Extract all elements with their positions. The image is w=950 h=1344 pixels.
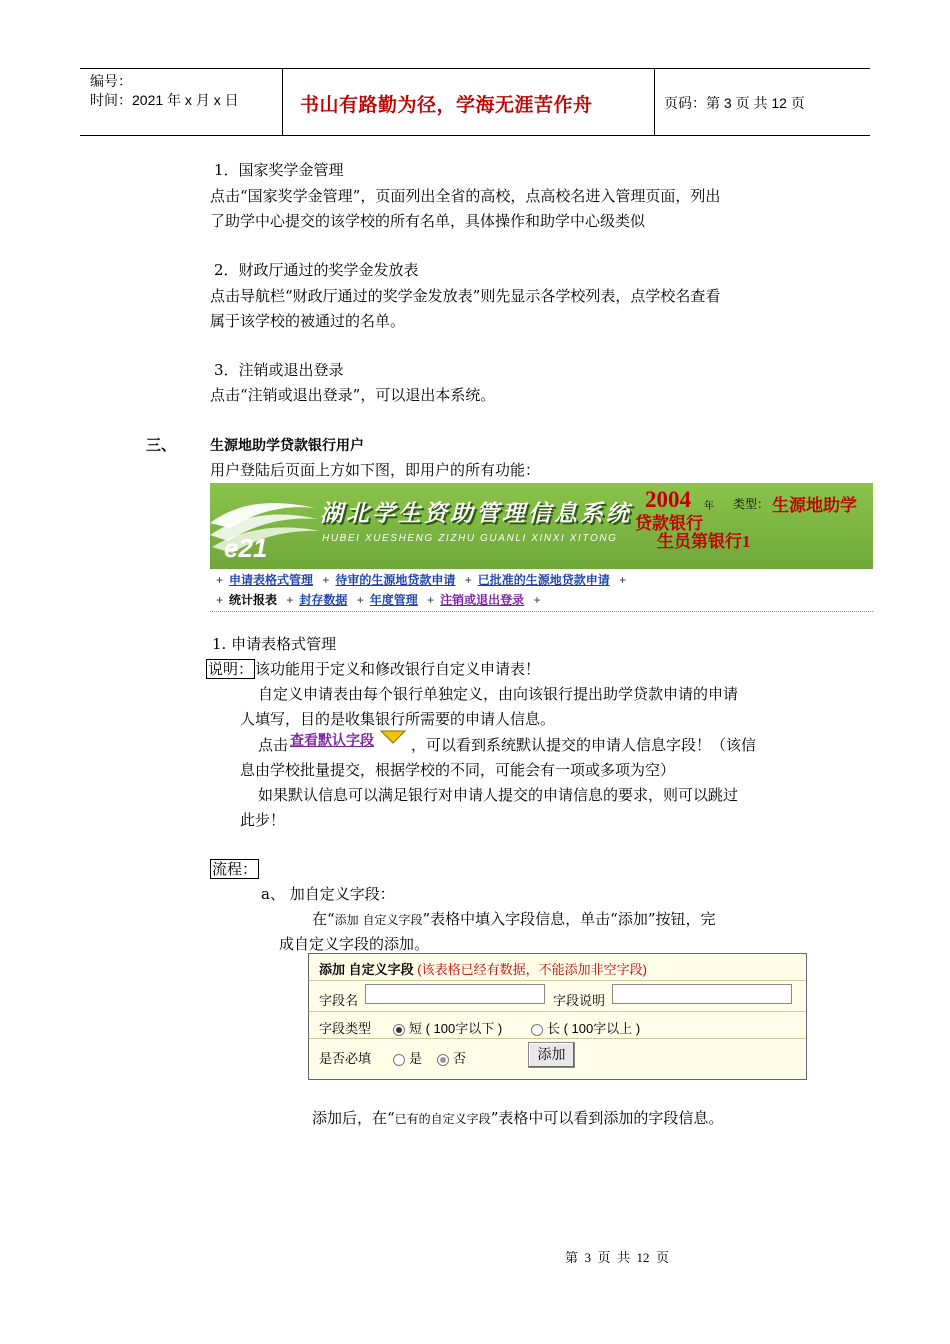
note-line bbox=[206, 657, 540, 682]
para-3-line-2: 此步！ bbox=[240, 811, 286, 829]
add-custom-field-form bbox=[308, 953, 807, 1080]
section-1-line-1: 点击“国家奖学金管理”，页面列出全省的高校，点高校名进入管理页面，列出 bbox=[210, 187, 721, 205]
section-1-title: 1．国家奖学金管理 bbox=[214, 161, 344, 179]
banner-title: 湖北学生资助管理信息系统 bbox=[320, 500, 632, 526]
header-divider-left bbox=[282, 68, 283, 136]
field-type-label: 字段类型 bbox=[319, 1021, 372, 1036]
view-default-fields-label: 查看默认字段 bbox=[290, 732, 374, 748]
subsection-1-title: 1. 申请表格式管理 bbox=[212, 635, 337, 653]
flow-step-a: a、 加自定义字段： bbox=[261, 885, 395, 903]
flow-desc-table-name: 添加 自定义字段 bbox=[334, 913, 423, 927]
banner-year: 2004 bbox=[645, 487, 691, 512]
flow-label-wrap bbox=[210, 857, 259, 882]
banner-title-pinyin: HUBEI XUESHENG ZIZHU GUANLI XINXI XITONG bbox=[322, 533, 618, 544]
field-name-input[interactable] bbox=[365, 984, 545, 1004]
nav-separator: + bbox=[619, 573, 627, 587]
after-add-table-name: 已有的自定义字段 bbox=[394, 1112, 491, 1126]
after-add-prefix: 添加后，在“ bbox=[312, 1109, 395, 1127]
form-heading-note: (该表格已经有数据，不能添加非空字段) bbox=[417, 962, 647, 977]
form-heading-title: 添加 自定义字段 bbox=[319, 962, 414, 977]
flow-desc-suffix: ”表格中填入字段信息，单击“添加”按钮，完 bbox=[422, 910, 716, 928]
section-3-line-1: 点击“注销或退出登录”，可以退出本系统。 bbox=[210, 386, 496, 404]
para-1-line-2: 人填写，目的是收集银行所需要的申请人信息。 bbox=[240, 710, 556, 728]
banner-type-label: 类型： bbox=[733, 497, 770, 511]
banner-type-value: 生源地助学 bbox=[772, 496, 857, 515]
header-bottom-rule bbox=[80, 135, 870, 136]
banner-staff-line: 生员第银行1 bbox=[657, 532, 751, 551]
section-3-title: 3．注销或退出登录 bbox=[214, 361, 344, 379]
nav-separator: + bbox=[216, 573, 224, 587]
para-1-line-1: 自定义申请表由每个银行单独定义，由向该银行提出助学贷款申请的申请 bbox=[258, 685, 739, 703]
flow-label: 流程： bbox=[212, 860, 258, 878]
para-2-line-2: 息由学校批量提交，根据学校的不同，可能会有一项或多项为空） bbox=[240, 761, 676, 779]
nav-link-logout[interactable]: 注销或退出登录 bbox=[440, 593, 525, 607]
after-add-line bbox=[312, 1106, 723, 1132]
flow-desc-line-2: 成自定义字段的添加。 bbox=[279, 935, 430, 953]
footer-page-number: 第 3 页 共 12 页 bbox=[565, 1250, 670, 1265]
header-number: 编号： bbox=[90, 73, 132, 89]
field-desc-input[interactable] bbox=[612, 984, 792, 1004]
section-2-line-2: 属于该学校的被通过的名单。 bbox=[210, 312, 406, 330]
header-divider-right bbox=[654, 68, 655, 136]
radio-short[interactable] bbox=[393, 1024, 405, 1036]
nav-link-form-format[interactable]: 申请表格式管理 bbox=[229, 573, 314, 587]
part-3-title: 生源地助学贷款银行用户 bbox=[210, 437, 364, 453]
form-divider bbox=[309, 1011, 806, 1012]
nav-separator: + bbox=[322, 573, 330, 587]
banner-bank-line: 贷款银行 bbox=[635, 514, 703, 533]
note-text: 该功能用于定义和修改银行自定义申请表！ bbox=[255, 660, 541, 678]
field-name-label: 字段名 bbox=[319, 993, 359, 1008]
flow-desc-prefix: 在“ bbox=[312, 910, 335, 928]
header-top-rule bbox=[80, 68, 870, 69]
part-3-number: 三、 bbox=[146, 436, 177, 454]
section-1-line-2: 了助学中心提交的该学校的所有名单，具体操作和助学中心级类似 bbox=[210, 212, 646, 230]
field-type-short-option[interactable] bbox=[393, 1018, 502, 1037]
nav-separator: + bbox=[216, 593, 224, 607]
section-2-title: 2．财政厅通过的奖学金发放表 bbox=[214, 261, 419, 279]
flow-desc-line-1 bbox=[312, 907, 716, 933]
nav-link-statistics[interactable]: 统计报表 bbox=[229, 593, 278, 607]
form-divider bbox=[309, 980, 806, 981]
nav-row-1 bbox=[210, 571, 632, 588]
system-banner bbox=[210, 483, 873, 569]
nav-separator: + bbox=[427, 593, 435, 607]
nav-row-2 bbox=[210, 591, 547, 608]
after-add-suffix: ”表格中可以看到添加的字段信息。 bbox=[490, 1109, 724, 1127]
field-type-short-label: 短 ( 100字以下 ) bbox=[409, 1021, 503, 1036]
header-motto: 书山有路勤为径，学海无涯苦作舟 bbox=[300, 95, 593, 116]
nav-link-approved-loans[interactable]: 已批准的生源地贷款申请 bbox=[477, 573, 610, 587]
banner-year-unit: 年 bbox=[704, 501, 714, 512]
para-2-prefix: 点击 bbox=[258, 736, 289, 754]
nav-bar bbox=[210, 569, 873, 612]
radio-long[interactable] bbox=[531, 1024, 543, 1036]
field-desc-label: 字段说明 bbox=[553, 993, 606, 1008]
nav-link-pending-loans[interactable]: 待审的生源地贷款申请 bbox=[335, 573, 456, 587]
part-3-intro: 用户登陆后页面上方如下图，即用户的所有功能： bbox=[210, 461, 541, 479]
form-divider bbox=[309, 1038, 806, 1039]
section-2-line-1: 点击导航栏“财政厅通过的奖学金发放表”则先显示各学校列表，点学校名查看 bbox=[210, 287, 721, 305]
nav-separator: + bbox=[464, 573, 472, 587]
nav-link-archive[interactable]: 封存数据 bbox=[299, 593, 348, 607]
header-date: 时间：2021 年 x 月 x 日 bbox=[90, 92, 239, 108]
dropdown-triangle-icon bbox=[380, 730, 406, 744]
nav-link-annual[interactable]: 年度管理 bbox=[369, 593, 418, 607]
radio-required-yes[interactable] bbox=[393, 1054, 405, 1066]
required-yes-label: 是 bbox=[409, 1051, 423, 1066]
logo-text: e21 bbox=[224, 533, 268, 563]
nav-separator: + bbox=[533, 593, 541, 607]
field-type-long-label: 长 ( 100字以上 ) bbox=[547, 1021, 641, 1036]
para-2-suffix: ，可以看到系统默认提交的申请人信息字段！（该信 bbox=[411, 736, 757, 754]
field-type-long-option[interactable] bbox=[531, 1018, 640, 1037]
note-label: 说明： bbox=[208, 660, 254, 678]
para-3-line-1: 如果默认信息可以满足银行对申请人提交的申请信息的要求，则可以跳过 bbox=[258, 786, 739, 804]
nav-separator: + bbox=[286, 593, 294, 607]
required-label: 是否必填 bbox=[319, 1051, 372, 1066]
add-field-button[interactable]: 添加 bbox=[528, 1042, 575, 1068]
required-yes-option[interactable] bbox=[393, 1048, 422, 1067]
required-no-label: 否 bbox=[453, 1051, 467, 1066]
required-no-option[interactable] bbox=[437, 1048, 466, 1067]
radio-required-no[interactable] bbox=[437, 1054, 449, 1066]
form-heading bbox=[319, 959, 647, 978]
header-page-number: 页码：第 3 页 共 12 页 bbox=[664, 95, 805, 111]
header-meta bbox=[90, 72, 239, 110]
nav-separator: + bbox=[356, 593, 364, 607]
view-default-fields-button[interactable] bbox=[290, 730, 406, 750]
